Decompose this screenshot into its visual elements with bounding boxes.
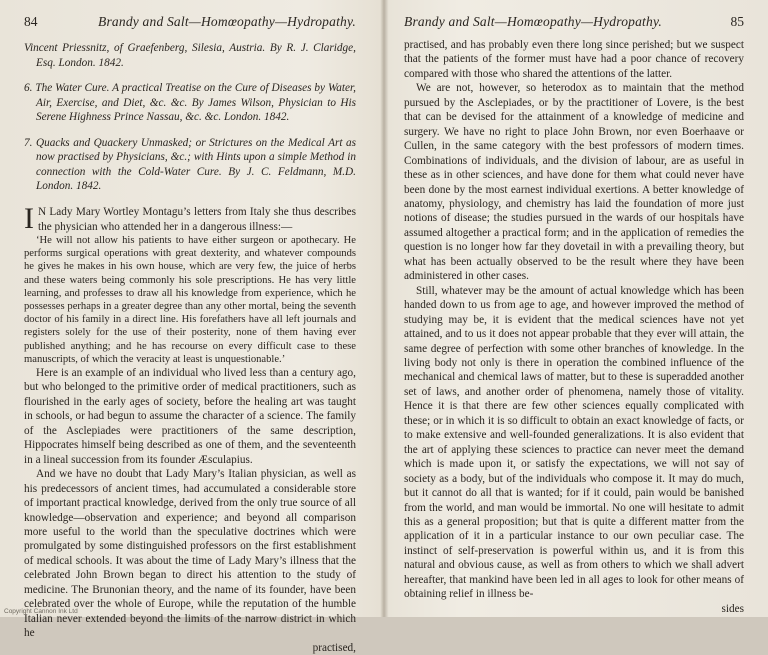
drop-cap: I xyxy=(24,202,34,236)
left-body-text xyxy=(24,202,356,655)
reference-item: Vincent Priessnitz, of Graefenberg, Silesia, Austria. By R. J. Claridge, Esq. London. 1842. xyxy=(24,42,356,69)
body-paragraph: practised, and has probably even there long since perished; but we suspect that the patients of the former must have had a poor chance of recovery compared with those who shared the attentions of the latter. xyxy=(404,39,744,80)
body-paragraph: We are not, however, so heterodox as to maintain that the method pursued by the Asclepiades, or by the practitioner of Lovere, is the best that can be devised for the attainment of a knowledge of medicine and surgery. We have no right to place John Brown, nor even Boerhaave or Cullen, in the same category with the best professors of modern times. Combinations of individuals, and the division of labour, are as useful in these as in other sciences, and have done for them what could never have been done by the most earnest individual exertions. A better knowledge of anatomy, physiology, and chemistry has laid the foundation of more just notions of disease; the studies pursued in the wards of our hospitals have assumed altogether a practical form; and in the application of remedies the question is no longer how far they dovetail in with a prevailing theory, but what has been actually observed to be the result where they have been administered in other cases. xyxy=(404,82,744,283)
right-body-text xyxy=(404,38,744,616)
left-running-title: Brandy and Salt—Homœopathy—Hydropathy. xyxy=(98,14,356,29)
opening-paragraph-text: N Lady Mary Wortley Montagu’s letters from Italy she thus describes the physician who attended her in a dangerous illness:— xyxy=(38,206,356,233)
right-running-head xyxy=(404,14,744,30)
copyright-stamp: Copyright Cannon Ink Ltd xyxy=(4,608,78,615)
catchword: sides xyxy=(721,602,744,615)
opening-paragraph xyxy=(24,202,356,236)
reference-item: 7. Quacks and Quackery Unmasked; or Strictures on the Medical Art as now practised by Physicians, &c.; with Hints upon a simple Method in connection with the Cold-Water Cure. By J. C. Feldmann, M.D. London. 1842. xyxy=(24,137,356,193)
body-paragraph: Here is an example of an individual who lived less than a century ago, but who belonged to the primitive order of medical practitioners, such as flourished in the early ages of society, before the healing art was taught in schools, or had begun to assume the character of a science. The family of the Asclepiades were practitioners of the same description, Hippocrates himself being described as one of them, and the seventeenth in a lineal succession from its founder Æsculapius. xyxy=(24,367,356,466)
reference-list xyxy=(24,41,356,194)
right-page-number: 85 xyxy=(730,14,744,29)
left-page-number: 84 xyxy=(24,14,38,29)
body-paragraph: Still, whatever may be the amount of actual knowledge which has been handed down to us from age to age, and however improved the method of studying may be, it is evident that the medical sciences have not yet attained, and to us it does not appear probable that they ever will attain, the same degree of perfection with some other branches of knowledge. In the living body not only is there in operation the combined influence of the mechanical and chemical laws of matter, but to these is superadded another set of laws, and another order of phenomena, namely those of vitality. Hence it is that there are few other sciences equally complicated with these; or in which it is so difficult to obtain an exact knowledge of facts, or to make extensive and well-founded generalizations. It is also evident that the art of applying these sciences to practice can never meet the demand which is made upon it, or satisfy the expectations, we will not say of society as a body, but of the individuals who compose it. It may do much, but it cannot do all that is wanted; for if it could, pain would be banished from the world, and man would be immortal. No one will hesitate to admit this as a general proposition; but that is quite a different matter from the application of it in a particular instance to our own peculiar case. The instinct of self-preservation is powerful within us, and it is from this natural and obvious cause, as well as from others to which we shall advert hereafter, that mankind have been led in all ages to look for other means of obtaining relief in illness be- xyxy=(404,284,744,601)
right-page xyxy=(404,14,744,615)
catchword: practised, xyxy=(312,641,356,654)
right-running-title: Brandy and Salt—Homœopathy—Hydropathy. xyxy=(404,14,662,29)
left-running-head xyxy=(24,14,356,30)
reference-item: 6. The Water Cure. A practical Treatise on the Cure of Diseases by Water, Air, Exercise, and Diet, &c. &c. By James Wilson, Physician to His Serene Highness Prince Nassau, &c. &c. London. 1842. xyxy=(24,82,356,124)
block-quote: ‘He will not allow his patients to have either surgeon or apothecary. He performs surgical operations with great dexterity, and whatever compounds he gives he makes in his own house, which are very few, the juice of herbs and these waters being commonly his sole prescriptions. He has very little learning, and professes to draw all his knowledge from experience, which he possesses perhaps in a greater degree than any other mortal, being the seventh doctor of his family in a direct line. His forefathers have all left journals and registers solely for the use of their posterity, none of them having ever published anything; and he has recourse on every difficult case to these manuscripts, of which the veracity at least is unquestionable.’ xyxy=(24,234,356,365)
body-paragraph: And we have no doubt that Lady Mary’s Italian physician, as well as his predecessors of ancient times, had accumulated a considerable store of important practical knowledge, derived from the only true source of all knowledge—observation and experience; and beyond all comparison more useful to the world than the speculative doctrines which were promulgated by some distinguished professors on the first establishment of medical schools. It was about the time of Lady Mary’s illness that the celebrated John Brown began to direct his attention to the study of medicine. The Brunonian theory, and the name of its founder, have been celebrated over the whole of Europe, while the reputation of the humble Italian never extended beyond the limits of the narrow district in which he xyxy=(24,468,356,640)
